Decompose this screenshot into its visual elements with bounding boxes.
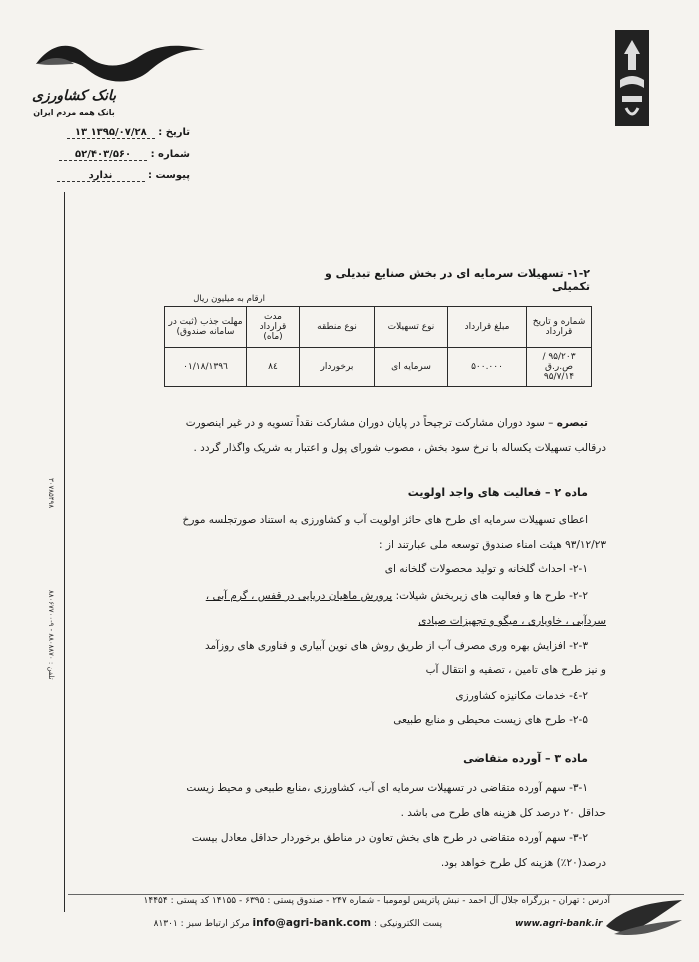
article-2-item-2 (140, 584, 588, 608)
footer-contact (120, 917, 442, 929)
date-label: تاریخ : (158, 127, 190, 138)
note-line-2: درقالب تسهیلات یکساله با نرخ سود بخش ، مصوب شورای پول و اعتبار به شریک واگذار گردد . (193, 442, 606, 454)
attachment-field (30, 170, 190, 182)
item-2-label: ۲-۲- طرح ها و فعالیت های زیربخش شیلات: (395, 590, 588, 602)
article-3-item-1-cont: حداقل ۲۰ درصد کل هزینه های طرح می باشد . (400, 807, 606, 819)
email-label: پست الکترونیکی : (373, 919, 442, 929)
column-header: شماره و تاریخ قرارداد (527, 307, 592, 348)
side-note-top: ۳۰۷۸۵۴۹۸ (47, 478, 55, 509)
note-text: – سود دوران مشارکت ترجیحاً در پایان دوران مشارکت نقداً تسویه و در غیر اینصورت (185, 417, 554, 429)
table-cell: ۵۰۰.۰۰۰ (448, 348, 527, 387)
number-value: ۵۲/۴۰۳/۵۶۰ (59, 149, 147, 161)
article-2-intro-2: ۹۳/۱۲/۲۳ هیئت امناء صندوق توسعه ملی عبارتند از : (379, 539, 606, 551)
article-2-item-3: ۲-۳- افزایش بهره وری مصرف آب از طریق روش های نوین آبیاری و فناوری های روزآمد (204, 640, 588, 652)
note-label: تبصره (556, 417, 588, 429)
margin-line (64, 192, 65, 912)
footer-address: آدرس : تهران - بزرگراه جلال آل احمد - نبش پاتریس لومومبا - شماره ۲۴۷ - صندوق پستی : ۶۳۹۵ - ۱۴۱۵۵ کد پستی : ۱۴۴۵۴ (143, 896, 610, 906)
date-field (30, 127, 190, 139)
brand-name: بانک کشاورزی (31, 88, 117, 104)
bank-emblem-icon (612, 30, 652, 126)
note-line-1 (110, 411, 588, 435)
table-cell: ۹۵/۲۰۳ /ص.ر.ق ۹۵/۷/۱۴ (527, 348, 592, 387)
item-2-highlight: پرورش ماهیان دریایی در قفس ، گرم آبی ، (205, 590, 393, 602)
article-3-item-2-cont: درصد(۲۰٪) هزینه کل طرح خواهد بود. (440, 857, 606, 869)
column-header: نوع منطقه (300, 307, 375, 348)
attachment-label: پیوست : (147, 170, 190, 181)
website-link[interactable]: www.agri-bank.ir (515, 919, 603, 929)
article-3-item-1: ۳-۱- سهم آورده متقاضی در تسهیلات سرمایه ای آب، کشاورزی ،منابع طبیعی و محیط زیست (186, 782, 588, 794)
number-field (30, 149, 190, 161)
footer-divider (68, 894, 684, 895)
column-header: مدت قرارداد (ماه) (247, 307, 300, 348)
table-cell: ۱۳۹٦/۰۱/۱۸ (165, 348, 247, 387)
article-2-item-3-cont: و نیز طرح های تامین ، تصفیه و انتقال آب (425, 664, 606, 676)
article-2-item-1: ۲-۱- احداث گلخانه و تولید محصولات گلخانه ای (384, 563, 588, 575)
item-2-highlight-cont: سردآبی ، خاویاری ، میگو و تجهیزات صیادی (418, 615, 606, 627)
article-3-title: ماده ۳ – آورده متقاضی (463, 752, 588, 765)
side-note-bottom: تلفن : ۸۸۰۸۸۷۰ - ۹-۸۸۰۶۷۷۰۰ (47, 590, 55, 680)
column-header: مهلت جذب (ثبت در سامانه صندوق) (165, 307, 247, 348)
table-cell: سرمایه ای (375, 348, 448, 387)
table-header-row (165, 307, 592, 348)
section-title: ۱-۲- تسهیلات سرمایه ای در بخش صنایع تبدیلی و تکمیلی (325, 267, 590, 293)
brand-slogan: بانک همه مردم ایران (33, 108, 115, 117)
table-cell: ۸٤ (247, 348, 300, 387)
article-2-item-5: ۲-۵- طرح های زیست محیطی و منابع طبیعی (393, 714, 588, 726)
table-row (165, 348, 592, 387)
article-2-title: ماده ۲ – فعالیت های واجد اولویت (407, 486, 588, 499)
number-label: شماره : (150, 149, 190, 160)
bank-logo-swoosh-icon (30, 34, 210, 90)
facilities-table (164, 306, 592, 387)
date-value: ۱۳۹۵/۰۷/۲۸ ۱۳ (67, 127, 155, 139)
footer-swoosh-icon (604, 896, 684, 940)
attachment-value: ندارد (57, 170, 145, 182)
table-cell: برخوردار (300, 348, 375, 387)
article-2-item-4: ۲-٤- خدمات مکانیزه کشاورزی (455, 690, 588, 702)
call-center: مرکز ارتباط سبز : ۸۱۳۰۱ (153, 919, 250, 929)
column-header: مبلغ قرارداد (448, 307, 527, 348)
article-3-item-2: ۳-۲- سهم آورده متقاضی در طرح های بخش تعاون در مناطق برخوردار حداقل معادل بیست (191, 832, 588, 844)
article-2-item-2-cont (240, 609, 606, 633)
unit-note: ارقام به میلیون ریال (193, 294, 265, 304)
email-link[interactable]: info@agri-bank.com (252, 917, 372, 929)
article-2-intro-1: اعطای تسهیلات سرمایه ای طرح های حائز اولویت آب و کشاورزی به استناد صورتجلسه مورخ (182, 514, 588, 526)
column-header: نوع تسهیلات (375, 307, 448, 348)
